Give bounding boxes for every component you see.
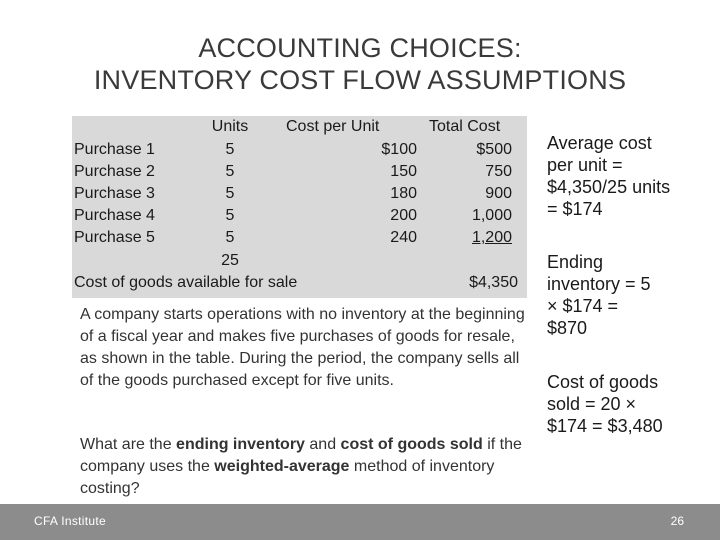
question-text: and: [304, 436, 341, 453]
header-cost-per-unit: Cost per Unit: [286, 118, 380, 135]
cost-available-total: $4,350: [469, 274, 518, 291]
question-ending-inventory: ending inventory: [176, 436, 305, 453]
header-total-cost: Total Cost: [429, 118, 501, 135]
question-text: method of inventory costing?: [80, 458, 495, 497]
row-total: 750: [485, 163, 512, 180]
row-units: 5: [225, 207, 235, 224]
row-units: 5: [225, 163, 235, 180]
row-cost: 180: [390, 185, 417, 202]
row-total: 900: [485, 185, 512, 202]
slide-title: [0, 32, 720, 96]
inventory-table: [72, 116, 527, 298]
row-label: Purchase 5: [74, 229, 155, 246]
row-total: 1,200: [471, 229, 512, 246]
row-units: 5: [225, 185, 235, 202]
page-number: 26: [670, 514, 684, 528]
question-text: if the company uses the: [80, 436, 522, 475]
row-label: Purchase 3: [74, 185, 155, 202]
row-label: Purchase 1: [74, 141, 155, 158]
problem-description: A company starts operations with no inventory at the beginning of a fiscal year and makes five purchases of goods for resale, as shown in the table. During the period, the company sells all of the goods purchased except for five units.: [80, 306, 525, 389]
row-label: Purchase 2: [74, 163, 155, 180]
problem-question: [80, 434, 525, 500]
cfa-institute-logo: CFA Institute: [34, 514, 106, 528]
row-total: $500: [476, 141, 512, 158]
title-line-2: INVENTORY COST FLOW ASSUMPTIONS: [93, 65, 627, 95]
row-units: 5: [225, 141, 235, 158]
units-total: 25: [221, 252, 239, 269]
question-method: weighted-average: [214, 458, 350, 475]
row-cost: 150: [390, 163, 417, 180]
ending-inventory-answer: Ending inventory = 5 × $174 = $870: [547, 252, 651, 338]
cogs-answer: Cost of goods sold = 20 × $174 = $3,480: [547, 372, 663, 436]
question-text: What are the: [80, 436, 177, 453]
average-cost-answer: Average cost per unit = $4,350/25 units = $174: [547, 133, 671, 219]
cost-available-label: Cost of goods available for sale: [74, 274, 298, 291]
question-cogs: cost of goods sold: [340, 436, 483, 453]
footer-bar: [0, 504, 720, 540]
row-cost: 240: [390, 229, 417, 246]
row-label: Purchase 4: [74, 207, 155, 224]
row-units: 5: [225, 229, 235, 246]
title-line-1: ACCOUNTING CHOICES:: [198, 33, 522, 63]
row-cost: $100: [381, 141, 417, 158]
row-total: 1,000: [471, 207, 512, 224]
row-cost: 200: [390, 207, 417, 224]
header-units: Units: [211, 118, 249, 135]
